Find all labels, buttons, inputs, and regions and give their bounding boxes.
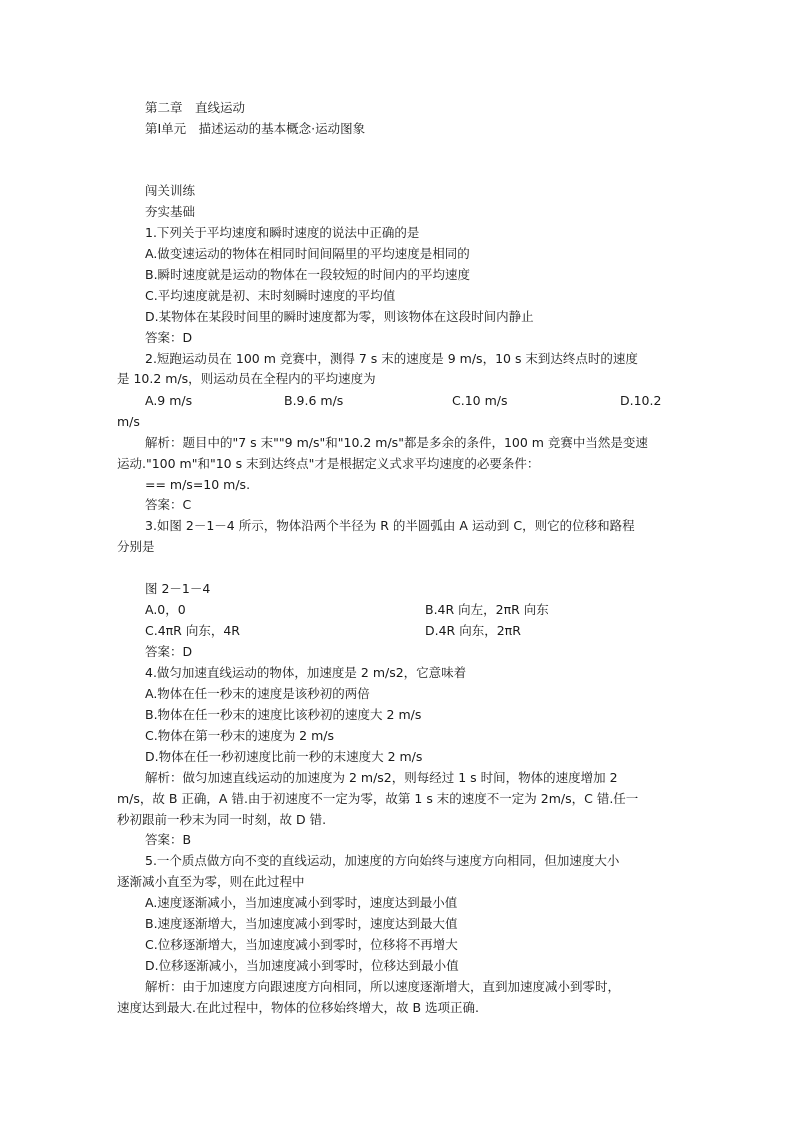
q4-option-a: A.物体在任一秒末的速度是该秒初的两倍 <box>145 686 370 701</box>
section-subtitle: 夯实基础 <box>145 204 196 219</box>
chapter-heading: 第二章 直线运动 <box>145 100 246 115</box>
q2-option-a: A.9 m/s <box>145 393 193 408</box>
q1-option-c: C.平均速度就是初、末时刻瞬时速度的平均值 <box>145 288 396 303</box>
q4-option-b: B.物体在任一秒末的速度比该秒初的速度大 2 m/s <box>145 707 422 722</box>
q4-answer: 答案：B <box>145 832 192 847</box>
q1-answer: 答案：D <box>145 330 193 345</box>
q5-analysis-line2: 速度达到最大.在此过程中，物体的位移始终增大，故 B 选项正确. <box>117 1000 479 1015</box>
q3-option-c: C.4πR 向东，4R <box>145 623 240 638</box>
q2-stem-line1: 2.短跑运动员在 100 m 竞赛中，测得 7 s 末的速度是 9 m/s，10 s 末到达终点时的速度 <box>145 351 638 366</box>
q3-answer: 答案：D <box>145 644 193 659</box>
q1-stem: 1.下列关于平均速度和瞬时速度的说法中正确的是 <box>145 225 420 240</box>
q5-stem-line2: 逐渐减小直至为零，则在此过程中 <box>117 874 305 889</box>
q3-option-b: B.4R 向左，2πR 向东 <box>425 602 549 617</box>
q2-stem-line2: 是 10.2 m/s，则运动员在全程内的平均速度为 <box>117 371 376 386</box>
q2-option-c: C.10 m/s <box>452 393 508 408</box>
q5-option-b: B.速度逐渐增大，当加速度减小到零时，速度达到最大值 <box>145 916 458 931</box>
q2-option-b: B.9.6 m/s <box>284 393 344 408</box>
q5-option-c: C.位移逐渐增大，当加速度减小到零时，位移将不再增大 <box>145 937 458 952</box>
section-title: 闯关训练 <box>145 183 196 198</box>
q4-analysis-line1: 解析：做匀加速直线运动的加速度为 2 m/s2，则每经过 1 s 时间，物体的速度增加 2 <box>145 770 618 785</box>
q4-stem: 4.做匀加速直线运动的物体，加速度是 2 m/s2，它意味着 <box>145 665 467 680</box>
q1-option-a: A.做变速运动的物体在相同时间间隔里的平均速度是相同的 <box>145 246 470 261</box>
q2-option-d-unit: m/s <box>117 414 140 429</box>
q3-stem-line2: 分别是 <box>117 539 155 554</box>
q1-option-d: D.某物体在某段时间里的瞬时速度都为零，则该物体在这段时间内静止 <box>145 309 534 324</box>
q4-option-c: C.物体在第一秒末的速度为 2 m/s <box>145 728 335 743</box>
q5-analysis-line1: 解析：由于加速度方向跟速度方向相同，所以速度逐渐增大，直到加速度减小到零时， <box>145 979 621 994</box>
q3-figure-label: 图 2－1－4 <box>145 581 211 596</box>
q2-answer: 答案：C <box>145 497 192 512</box>
q5-stem-line1: 5.一个质点做方向不变的直线运动，加速度的方向始终与速度方向相同，但加速度大小 <box>145 853 620 868</box>
q1-option-b: B.瞬时速度就是运动的物体在一段较短的时间内的平均速度 <box>145 267 471 282</box>
q2-option-d: D.10.2 <box>620 393 662 408</box>
q2-analysis-line2: 运动."100 m"和"10 s 末到达终点"才是根据定义式求平均速度的必要条件： <box>117 456 540 471</box>
q2-analysis-line3: == m/s=10 m/s. <box>145 477 251 492</box>
q3-stem-line1: 3.如图 2－1－4 所示，物体沿两个半径为 R 的半圆弧由 A 运动到 C，则它的位移和路程 <box>145 518 635 533</box>
q5-option-d: D.位移逐渐减小，当加速度减小到零时，位移达到最小值 <box>145 958 459 973</box>
q5-option-a: A.速度逐渐减小，当加速度减小到零时，速度达到最小值 <box>145 895 458 910</box>
q4-analysis-line2: m/s，故 B 正确，A 错.由于初速度不一定为零，故第 1 s 末的速度不一定为 2m/s，C 错.任一 <box>117 791 639 806</box>
q4-option-d: D.物体在任一秒初速度比前一秒的末速度大 2 m/s <box>145 749 423 764</box>
q2-analysis-line1: 解析：题目中的"7 s 末""9 m/s"和"10.2 m/s"都是多余的条件，100 m 竞赛中当然是变速 <box>145 435 648 450</box>
q4-analysis-line3: 秒初跟前一秒末为同一时刻，故 D 错. <box>117 812 327 827</box>
unit-heading: 第Ⅰ单元 描述运动的基本概念·运动图象 <box>145 121 366 136</box>
q3-option-d: D.4R 向东，2πR <box>425 623 521 638</box>
q3-option-a: A.0，0 <box>145 602 186 617</box>
